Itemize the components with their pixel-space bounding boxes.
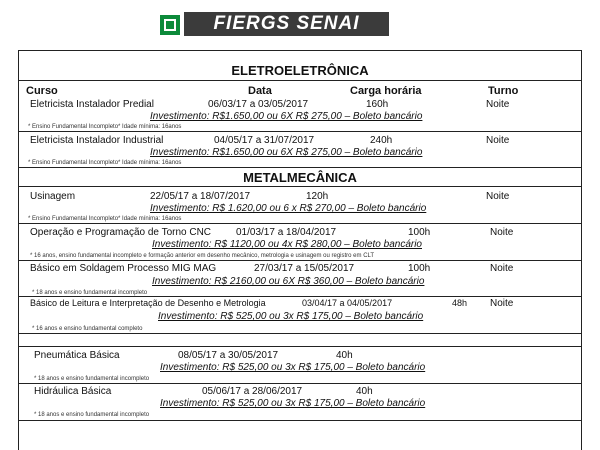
- course-note: * Ensino Fundamental Incompleto* Idade mínima: 16anos: [28, 160, 182, 166]
- course-date: 04/05/17 a 31/07/2017: [214, 135, 315, 146]
- col-carga: Carga horária: [350, 85, 422, 97]
- course-date: 05/06/17 a 28/06/2017: [202, 386, 303, 397]
- header-logo: FIERGS SENAI: [184, 12, 389, 36]
- course-investment: Investimento: R$1.650,00 ou 6X R$ 275,00 – Boleto bancário: [150, 111, 423, 122]
- course-investment: Investimento: R$ 1.620,00 ou 6 x R$ 270,00 – Boleto bancário: [150, 203, 427, 214]
- course-hours: 120h: [306, 191, 329, 202]
- course-hours: 100h: [408, 227, 431, 238]
- section-title-metal: METALMECÂNICA: [243, 170, 357, 185]
- course-date: 27/03/17 a 15/05/2017: [254, 263, 355, 274]
- divider: [18, 167, 582, 168]
- course-note: * 16 anos, ensino fundamental incompleto e formação anterior em desenho mecânico, metrologia e usinagem ou registro em CLT: [30, 253, 375, 259]
- course-hours: 48h: [452, 298, 468, 308]
- course-note: * Ensino Fundamental Incompleto* Idade mínima: 16anos: [28, 124, 182, 130]
- course-investment: Investimento: R$ 525,00 ou 3x R$ 175,00 – Boleto bancário: [160, 362, 426, 373]
- course-turno: Noite: [490, 298, 514, 309]
- course-name: Hidráulica Básica: [34, 386, 112, 397]
- course-hours: 40h: [336, 350, 353, 361]
- divider: [18, 186, 582, 187]
- course-investment: Investimento: R$1.650,00 ou 6X R$ 275,00 – Boleto bancário: [150, 147, 423, 158]
- course-note: * 16 anos e ensino fundamental completo: [32, 326, 143, 332]
- course-turno: Noite: [490, 227, 514, 238]
- divider: [18, 296, 582, 297]
- course-name: Operação e Programação de Torno CNC: [30, 227, 212, 238]
- divider: [18, 223, 582, 224]
- divider: [18, 131, 582, 132]
- course-name: Básico em Soldagem Processo MIG MAG: [30, 263, 217, 274]
- divider: [18, 346, 582, 347]
- course-date: 08/05/17 a 30/05/2017: [178, 350, 279, 361]
- section-title-eletro: ELETROELETRÔNICA: [231, 63, 369, 78]
- course-name: Eletricista Instalador Industrial: [30, 135, 164, 146]
- divider: [18, 80, 582, 81]
- course-hours: 100h: [408, 263, 431, 274]
- col-data: Data: [248, 85, 272, 97]
- course-turno: Noite: [486, 135, 510, 146]
- divider: [18, 260, 582, 261]
- course-name: Básico de Leitura e Interpretação de Desenho e Metrologia: [30, 298, 266, 308]
- course-note: * Ensino Fundamental Incompleto* Idade mínima: 16anos: [28, 216, 182, 222]
- course-date: 01/03/17 a 18/04/2017: [236, 227, 337, 238]
- course-name: Pneumática Básica: [34, 350, 120, 361]
- course-hours: 240h: [370, 135, 393, 146]
- course-turno: Noite: [486, 191, 510, 202]
- col-curso: Curso: [26, 85, 58, 97]
- course-turno: Noite: [486, 99, 510, 110]
- course-name: Eletricista Instalador Predial: [30, 99, 154, 110]
- course-investment: Investimento: R$ 525,00 ou 3x R$ 175,00 – Boleto bancário: [160, 398, 426, 409]
- course-note: * 18 anos e ensino fundamental incompleto: [32, 290, 148, 296]
- senai-logo-icon: [160, 15, 180, 35]
- course-hours: 40h: [356, 386, 373, 397]
- course-note: * 18 anos e ensino fundamental incompleto: [34, 376, 150, 382]
- col-turno: Turno: [488, 85, 519, 97]
- course-turno: Noite: [490, 263, 514, 274]
- course-investment: Investimento: R$ 2160,00 ou 6X R$ 360,00 – Boleto bancário: [152, 276, 425, 287]
- course-investment: Investimento: R$ 525,00 ou 3x R$ 175,00 – Boleto bancário: [158, 311, 424, 322]
- course-hours: 160h: [366, 99, 389, 110]
- course-note: * 18 anos e ensino fundamental incompleto: [34, 412, 150, 418]
- course-date: 22/05/17 a 18/07/2017: [150, 191, 251, 202]
- course-date: 03/04/17 a 04/05/2017: [302, 298, 393, 308]
- divider: [18, 333, 582, 334]
- course-date: 06/03/17 a 03/05/2017: [208, 99, 309, 110]
- course-name: Usinagem: [30, 191, 76, 202]
- divider: [18, 383, 582, 384]
- divider: [18, 420, 582, 421]
- course-investment: Investimento: R$ 1120,00 ou 4x R$ 280,00 – Boleto bancário: [152, 239, 422, 250]
